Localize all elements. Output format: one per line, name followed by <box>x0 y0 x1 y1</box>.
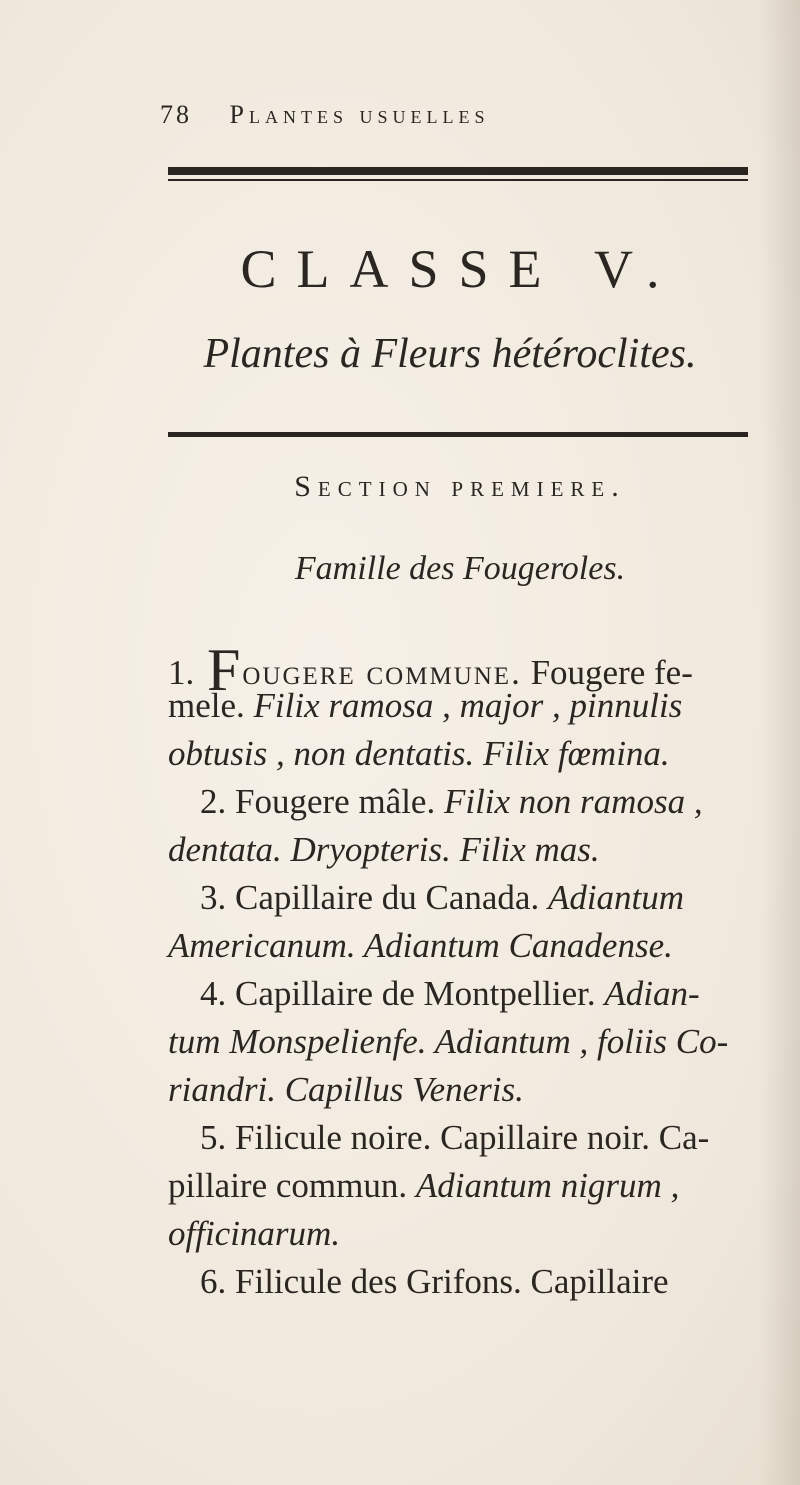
entry-5-line-3-text: officinarum. <box>168 1214 341 1253</box>
entry-4-line-2-text: tum Monspelienfe. Adiantum , foliis Co- <box>168 1022 729 1061</box>
entry-1-line-1-rest: Fougere fe- <box>530 653 693 692</box>
entry-3-line-1-b: Adiantum <box>547 878 685 917</box>
entry-6-line-1 <box>200 1264 669 1299</box>
entry-1-line-2 <box>168 688 682 723</box>
running-head <box>160 100 720 140</box>
running-title: Plantes usuelles <box>229 100 490 129</box>
header-rule-thick <box>168 167 748 175</box>
entry-5-line-2-a: pillaire commun. <box>168 1166 408 1205</box>
classe-heading: CLASSE V. <box>240 239 680 299</box>
entry-1-dropcap: F <box>207 637 241 703</box>
section-rule <box>168 432 748 437</box>
entry-3-line-2-text: Americanum. Adiantum Canadense. <box>168 926 673 965</box>
entry-4-line-1-b: Adian- <box>604 974 700 1013</box>
entry-1-line-2-a: mele. <box>168 686 245 725</box>
entry-5-line-2-b: Adiantum nigrum , <box>415 1166 680 1205</box>
section-heading: Section premiere. <box>294 470 626 503</box>
entry-2-line-1 <box>200 784 703 819</box>
entry-2-line-2-text: dentata. Dryopteris. Filix mas. <box>168 830 600 869</box>
entry-4-line-1 <box>200 976 700 1011</box>
entry-4-line-3-text: riandri. Capillus Veneris. <box>168 1070 524 1109</box>
entry-6-line-1-text: 6. Filicule des Grifons. Capillaire <box>200 1262 669 1301</box>
entry-3-line-2 <box>168 928 673 963</box>
entry-5-line-3 <box>168 1216 340 1251</box>
entry-2-line-1-a: 2. Fougere mâle. <box>200 782 436 821</box>
entry-1-heading: ougere commune. <box>242 653 522 692</box>
header-rule-thin <box>168 179 748 181</box>
entry-5-line-2 <box>168 1168 679 1203</box>
page-edge-shadow <box>760 0 800 1485</box>
entry-4-line-2 <box>168 1024 728 1059</box>
entry-1-number: 1. <box>168 653 195 692</box>
entry-1-line-3 <box>168 736 670 771</box>
entry-2-line-1-b: Filix non ramosa , <box>443 782 703 821</box>
entry-5-line-1 <box>200 1120 709 1155</box>
famille-heading: Famille des Fougeroles. <box>294 550 626 587</box>
classe-subtitle: Plantes à Fleurs hétéroclites. <box>203 331 697 377</box>
entry-3-line-1-a: 3. Capillaire du Canada. <box>200 878 540 917</box>
page-number: 78 <box>160 100 192 129</box>
entry-4-line-1-a: 4. Capillaire de Montpellier. <box>200 974 596 1013</box>
entry-1-line-2-b: Filix ramosa , major , pinnulis <box>253 686 683 725</box>
entry-5-line-1-text: 5. Filicule noire. Capillaire noir. Ca- <box>200 1118 710 1157</box>
entry-3-line-1 <box>200 880 684 915</box>
entry-1-line-3-text: obtusis , non dentatis. Filix fœmina. <box>168 734 670 773</box>
entry-4-line-3 <box>168 1072 524 1107</box>
entry-2-line-2 <box>168 832 600 867</box>
